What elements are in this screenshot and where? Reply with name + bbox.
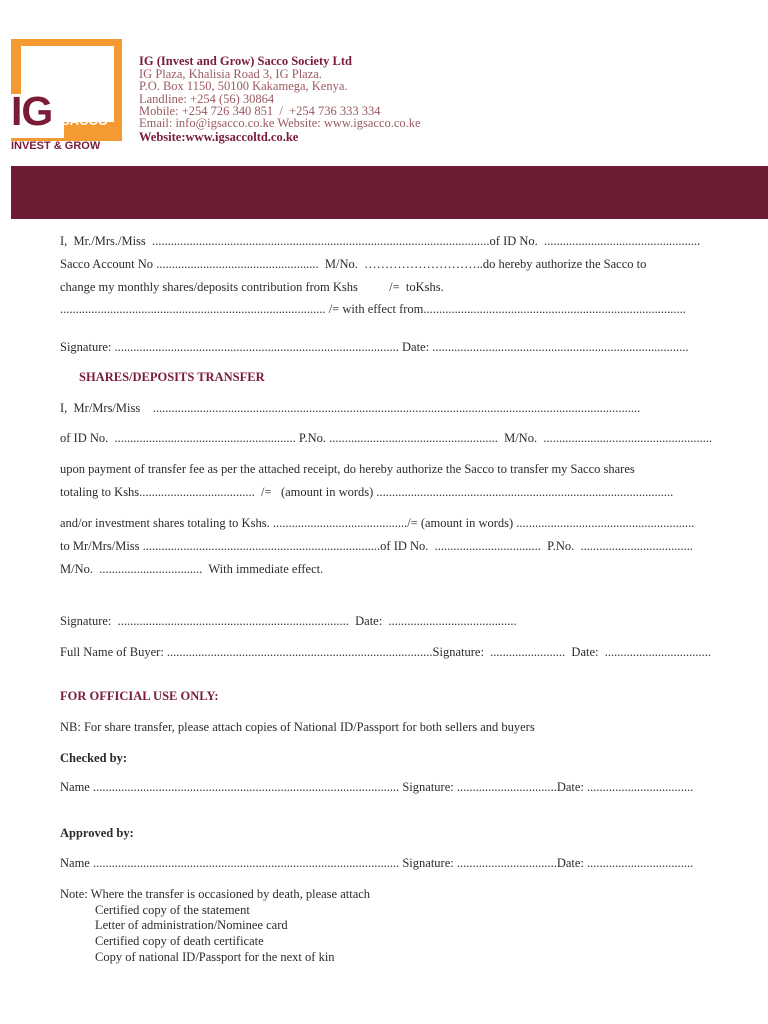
logo-initials: IG bbox=[11, 88, 53, 134]
transfer-line-id: of ID No. .......................................................... P.No. ...................................................... M/No. ...................................................... bbox=[60, 431, 713, 445]
checked-by-label: Checked by: bbox=[60, 751, 128, 765]
logo-sacco-text: SACCO bbox=[61, 113, 108, 128]
note-intro: Note: Where the transfer is occasioned by death, please attach bbox=[60, 887, 371, 901]
form-line-effect-from: ..................................................................................... /= with effect from.................................................................................... bbox=[60, 302, 686, 316]
address-line-1: IG Plaza, Khalisia Road 3, IG Plaza. bbox=[139, 67, 322, 81]
buyer-name-line: Full Name of Buyer: .....................................................................................Signature: ........................ Date: .................................. bbox=[60, 645, 712, 659]
nb-note: NB: For share transfer, please attach copies of National ID/Passport for both sellers and buyers bbox=[60, 720, 535, 734]
mobile: Mobile: +254 726 340 851 / +254 736 333 334 bbox=[139, 104, 381, 118]
website-link[interactable]: Website:www.igsaccoltd.co.ke bbox=[139, 130, 299, 144]
transfer-line-recipient: to Mr/Mrs/Miss ............................................................................of ID No. .................................. P.No. .................................... bbox=[60, 539, 694, 553]
logo-tagline: INVEST & GROW bbox=[11, 140, 101, 152]
email-website: Email: info@igsacco.co.ke Website: www.igsacco.co.ke bbox=[139, 116, 421, 130]
note-item: Certified copy of death certificate bbox=[95, 934, 264, 948]
section-heading-transfer: SHARES/DEPOSITS TRANSFER bbox=[79, 370, 265, 384]
note-item: Copy of national ID/Passport for the next of kin bbox=[95, 950, 335, 964]
transfer-line-authorize: upon payment of transfer fee as per the attached receipt, do hereby authorize the Sacco to transfer my Sacco shares bbox=[60, 462, 635, 476]
transfer-signature-date: Signature: .......................................................................... Date: ......................................... bbox=[60, 614, 517, 628]
approved-by-label: Approved by: bbox=[60, 826, 134, 840]
header-banner bbox=[11, 166, 768, 219]
note-item: Certified copy of the statement bbox=[95, 903, 250, 917]
form-line-account: Sacco Account No .................................................... M/No. ………………………..do hereby authorize the Sacco to bbox=[60, 257, 647, 271]
landline: Landline: +254 (56) 30864 bbox=[139, 92, 275, 106]
form-line-contribution: change my monthly shares/deposits contribution from Kshs /= toKshs. bbox=[60, 280, 444, 294]
form-line-signature-date: Signature: ........................................................................................... Date: .................................................................................. bbox=[60, 340, 689, 354]
checked-by-line: Name .................................................................................................. Signature: ................................Date: .................................. bbox=[60, 780, 694, 794]
note-item: Letter of administration/Nominee card bbox=[95, 918, 288, 932]
approved-by-line: Name .................................................................................................. Signature: ................................Date: .................................. bbox=[60, 856, 694, 870]
official-use-heading: FOR OFFICIAL USE ONLY: bbox=[60, 689, 219, 703]
transfer-line-amount: totaling to Kshs..................................... /= (amount in words) ............................................................................................... bbox=[60, 485, 674, 499]
form-line-name-id: I, Mr./Mrs./Miss ............................................................................................................of ID No. .................................................. bbox=[60, 234, 701, 248]
transfer-line-mno: M/No. ................................. With immediate effect. bbox=[60, 562, 324, 576]
transfer-line-investment: and/or investment shares totaling to Kshs. .........................................../= (amount in words) ......................................................... bbox=[60, 516, 695, 530]
org-name: IG (Invest and Grow) Sacco Society Ltd bbox=[139, 54, 352, 68]
address-line-2: P.O. Box 1150, 50100 Kakamega, Kenya. bbox=[139, 79, 348, 93]
transfer-line-name: I, Mr/Mrs/Miss ............................................................................................................................................................ bbox=[60, 401, 641, 415]
